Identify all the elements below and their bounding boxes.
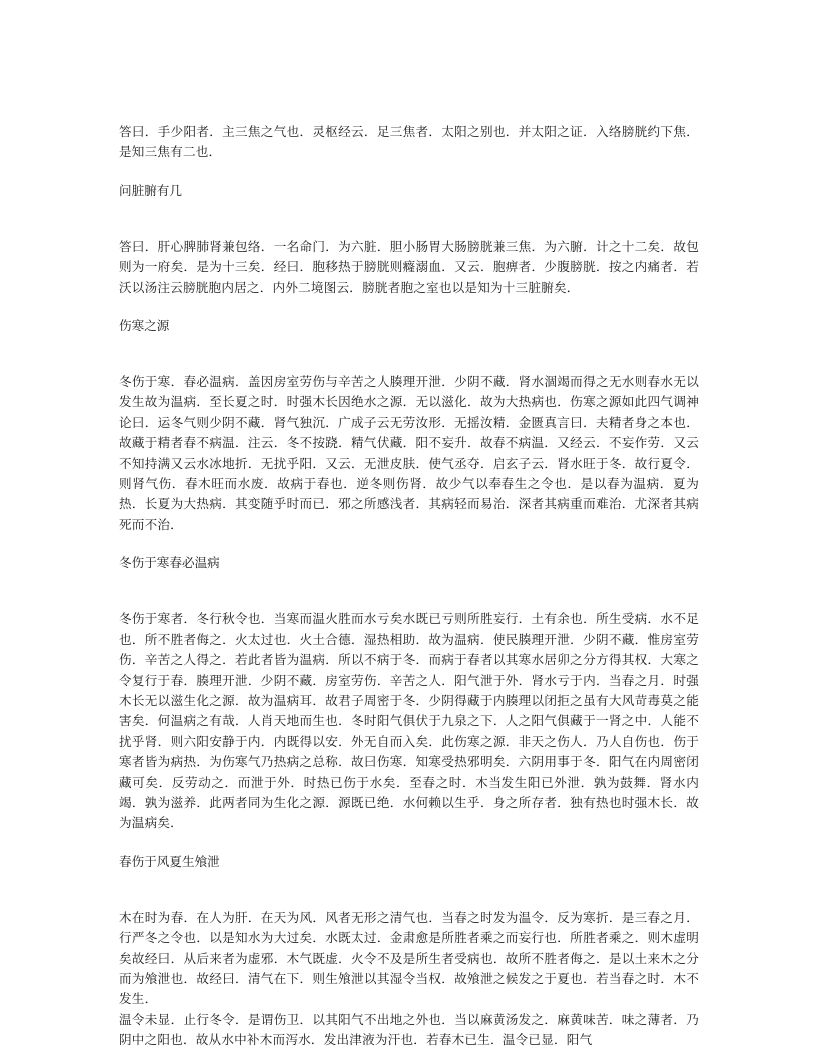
- document-page: [119, 122, 699, 1051]
- section-heading-winter-cold: 冬伤于寒春必温病: [119, 555, 220, 571]
- spring-wind-paragraph: 木在时为春．在人为肝．在天为风．风者无形之清气也．当春之时发为温令．反为寒折．是三春之月．行严冬之令也．以是知水为大过矣．水既太过．金肃愈是所胜者乘之而妄行也．所胜者乘之．则木虚明矣故经曰．从后来者为虚邪．木气既虚．火令不及是所生者受病也．故所不胜者侮之．是以土来木之分 而为飧泄也．故经曰．清气在下．则生飧泄以其湿令当权．故飧泄之候发之于夏也．若当春之时．木不发生．: [119, 909, 699, 1007]
- winter-cold-paragraph: 冬伤于寒者．冬行秋令也．当寒而温火胜而水亏矣水既已亏则所胜妄行．土有余也．所生受病．水不足也．所不胜者侮之．火太过也．火土合德．湿热相助．故为温病．使民腠理开泄．少阴不藏．惟房室劳伤．辛苦之人得之．若此者皆为温病．所以不病于冬．而病于春者以其寒水居卯之分方得其权．大寒之令复行于春．腠理开泄．少阴不藏．房室劳伤．辛苦之人．阳气泄于外．肾水亏于内．当春之月．时强木长无以滋生化之源．故为温病耳．故君子周密于冬．少阴得藏于内腠理以闭拒之虽有大风苛毒莫之能害矣．何温病之有哉．人肖天地而生也．冬时阳气俱伏于九泉之下．人之阳气俱藏于一肾之中．人能不扰乎肾．则六阳安静于内．内既得以安．外无自而入矣．此伤寒之源．非天之伤人．乃人自伤也．伤于寒者皆为病热．为伤寒气乃热病之总称．故曰伤寒．知寒受热邪明矣．六阴用事于冬．阳气在内周密闭藏可矣．反劳动之．而泄于外．时热已伤于水矣．至春之时．木当发生阳已外泄．孰为鼓舞．肾水内竭．孰为滋养．此两者同为生化之源．源既已绝．水何赖以生乎．身之所存者．独有热也时强木长．故为温病矣．: [119, 611, 699, 831]
- spring-wind-continued-paragraph: 温令未显．止行冬令．是谓伤卫．以其阳气不出地之外也．当以麻黄汤发之．麻黄味苦．味之薄者．乃阴中之阳也．故从水中补木而泻水．发出津液为汗也．若春木已生．温令已显．阳气: [119, 1011, 699, 1048]
- section-heading-spring-wind: 春伤于风夏生飧泄: [119, 853, 220, 869]
- answer-sanjiao-paragraph: 答曰．手少阳者．主三焦之气也．灵枢经云．足三焦者．太阳之别也．并太阳之证．入络膀胱约下焦．是知三焦有二也．: [119, 124, 699, 160]
- answer-organs-paragraph: 答曰．肝心脾肺肾兼包络．一名命门．为六脏．胆小肠胃大肠膀胱兼三焦．为六腑．计之十二矣．故包则为一府矣．是为十三矣．经曰．胞移热于膀胱则癃溺血．又云．胞痹者．少腹膀胱．按之内痛者．若沃以汤注云膀胱胞内居之．内外二境图云．膀胱者胞之室也以是知为十三脏腑矣．: [119, 238, 699, 295]
- cold-origin-paragraph: 冬伤于寒．春必温病．盖因房室劳伤与辛苦之人腠理开泄．少阴不藏．肾水涸竭而得之无水则春水无以发生故为温病．至长夏之时．时强木长因绝水之源．无以滋化．故为大热病也．伤寒之源如此四气调神论曰．运冬气则少阴不藏．肾气独沉．广成子云无劳汝形．无摇汝精．金匮真言曰．夫精者身之本也．故藏于精者春不病温．注云．冬不按跷．精气伏藏．阳不妄升．故春不病温．又经云．不妄作劳．又云不知持满又云水冰地折．无扰乎阳．又云．无泄皮肤．使气丞夺．启玄子云．肾水旺于冬．故行夏令．则肾气伤．春木旺而水废．故病于春也．逆冬则伤肾．故少气以奉春生之令也．是以春为温病．夏为热．长夏为大热病．其变随乎时而已．邪之所感浅者．其病轻而易治．深者其病重而难治．尤深者其病死而不治．: [119, 374, 699, 532]
- section-heading-organs: 问脏腑有几: [119, 182, 182, 198]
- section-heading-cold-origin: 伤寒之源: [119, 318, 170, 334]
